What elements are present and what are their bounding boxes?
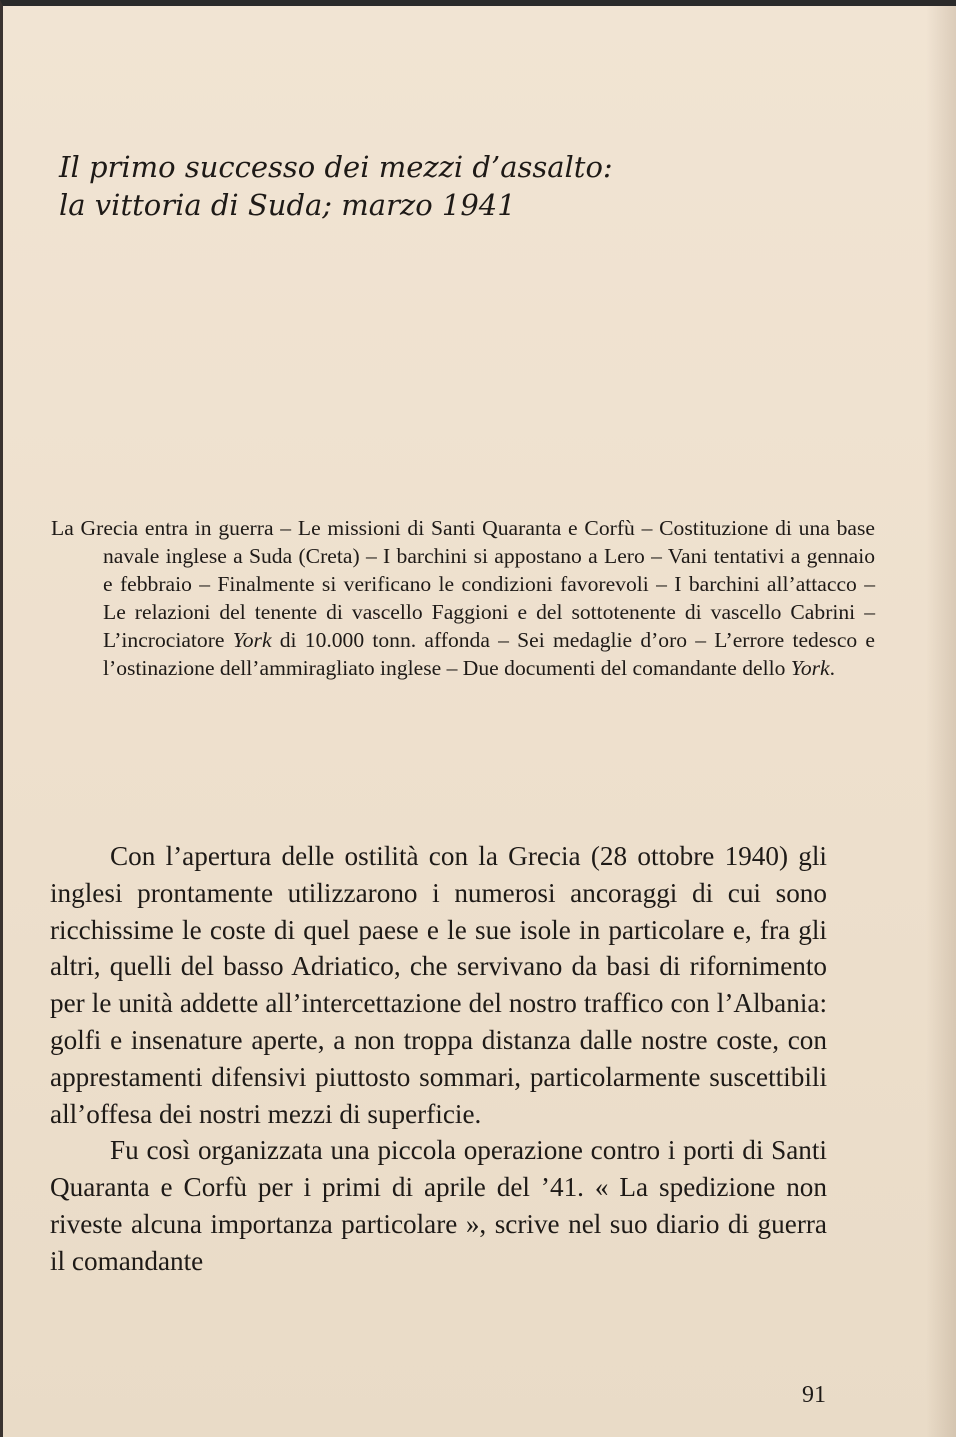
summary-text-2: di 10.000 tonn. affonda – Sei medaglie d’oro – L’errore tedesco e l’ostinazione dell’ammiragliato inglese – Due documenti del comandante dello bbox=[103, 628, 876, 680]
body-text bbox=[50, 838, 827, 1280]
chapter-title-line-1: Il primo successo dei mezzi d’assalto: bbox=[59, 150, 613, 184]
chapter-title-line-2: la vittoria di Suda; marzo 1941 bbox=[59, 188, 516, 222]
summary-ship-name-1: York bbox=[232, 628, 272, 652]
chapter-summary bbox=[51, 514, 875, 682]
summary-text-3: . bbox=[829, 656, 836, 680]
summary-ship-name-2: York bbox=[790, 656, 830, 680]
body-paragraph-1: Con l’apertura delle ostilità con la Grecia (28 ottobre 1940) gli inglesi prontamente utilizzarono i numerosi ancoraggi di cui sono ricchissime le coste di quel paese e le sue isole in particolare e, fra gli altri, quelli del basso Adriatico, che servivano da basi di rifornimento per le unità addette all’intercettazione del nostro traffico con l’Albania: golfi e insenature aperte, a non troppa distanza dalle nostre coste, con apprestamenti difensivi piuttosto sommari, particolarmente suscettibili all’offesa dei nostri mezzi di superficie. bbox=[50, 841, 827, 1129]
page-number: 91 bbox=[802, 1382, 826, 1408]
summary-text-1: La Grecia entra in guerra – Le missioni di Santi Quaranta e Corfù – Costituzione di una base navale inglese a Suda (Creta) – I barchini si appostano a Lero – Vani tentativi a gennaio e febbraio – Finalmente si verificano le condizioni favorevoli – I barchini all’attacco – Le relazioni del tenente di vascello Faggioni e del sottotenente di vascello Cabrini – L’incrociatore bbox=[51, 516, 875, 652]
body-paragraph-2: Fu così organizzata una piccola operazione contro i porti di Santi Quaranta e Corfù per i primi di aprile del ’41. « La spedizione non riveste alcuna importanza particolare », scrive nel suo diario di guerra il comandante bbox=[50, 1135, 827, 1276]
chapter-title bbox=[59, 148, 839, 224]
